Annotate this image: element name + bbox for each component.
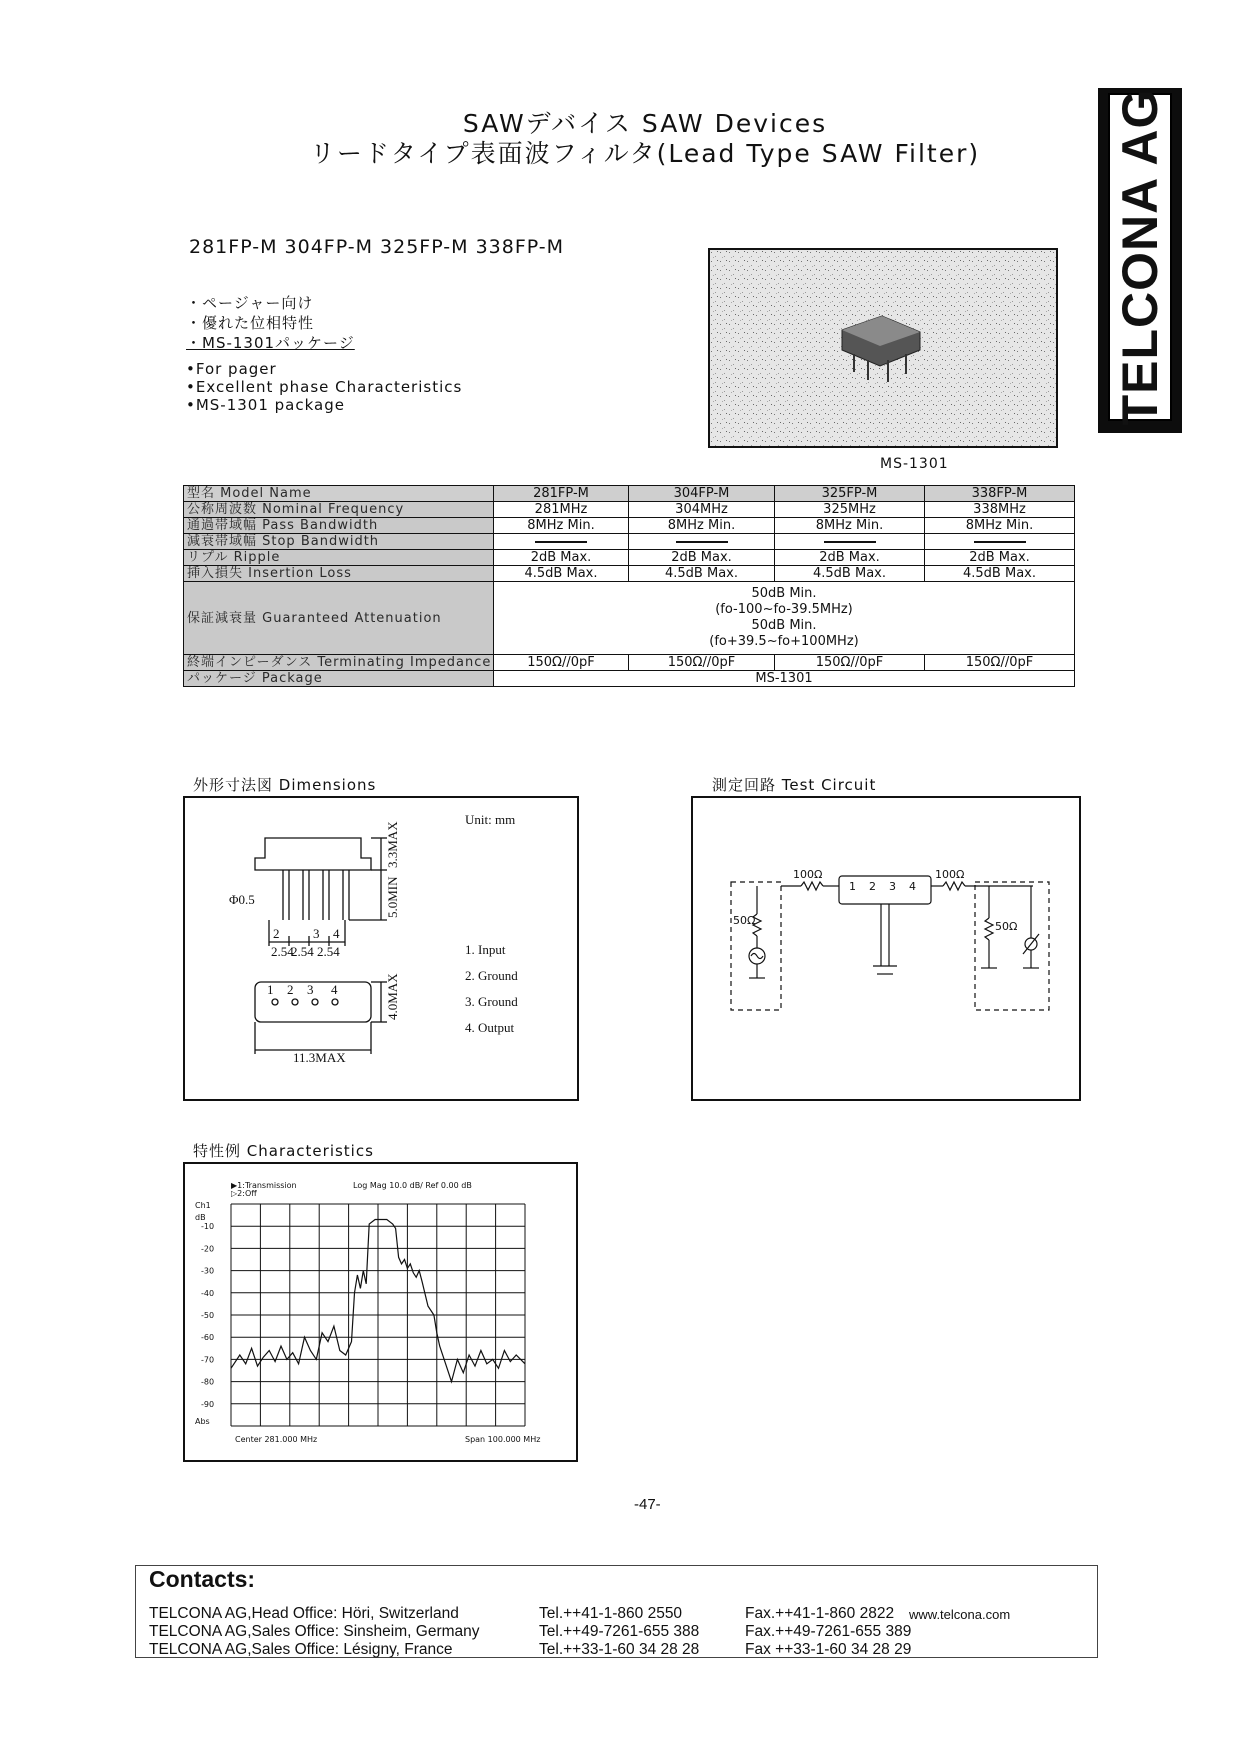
chart-header-left: ▶1:Transmission <box>231 1181 297 1190</box>
chart-grid <box>231 1204 525 1426</box>
test-circuit-box <box>691 796 1081 1101</box>
lead-dim-text: 5.0MIN <box>385 876 400 918</box>
y-tick-label: -20 <box>201 1244 215 1254</box>
contact-office: TELCONA AG,Head Office: Höri, Switzerland <box>149 1605 459 1622</box>
table-row-loss <box>184 566 1075 582</box>
r-in-label: 100Ω <box>793 868 823 881</box>
atten-line: (fo-100~fo-39.5MHz) <box>715 602 853 617</box>
table-row-model <box>184 486 1075 502</box>
circuit-pin-4: 4 <box>909 880 916 893</box>
contact-fax: Fax.++49-7261-655 389 <box>745 1623 912 1640</box>
contact-tel: Tel.++33-1-60 34 28 28 <box>539 1641 700 1658</box>
feature-jp-2: ・優れた位相特性 <box>186 314 315 332</box>
label-ripple: リプル Ripple <box>184 550 494 566</box>
model-cell: 281FP-M <box>494 486 629 502</box>
test-circuit-label: 測定回路 Test Circuit <box>712 776 877 794</box>
pitch-1: 2.54 <box>271 944 294 959</box>
ripple-cell: 2dB Max. <box>494 550 629 566</box>
product-photo <box>708 248 1058 448</box>
dimensions-drawing <box>185 798 577 1099</box>
pass-cell: 8MHz Min. <box>775 518 925 534</box>
atten-line: 50dB Min. <box>751 586 817 601</box>
chart-unit: dB <box>195 1213 206 1222</box>
loss-cell: 4.5dB Max. <box>629 566 775 582</box>
ripple-cell: 2dB Max. <box>629 550 775 566</box>
title-line-1: SAWデバイス SAW Devices <box>462 109 828 138</box>
page-number: -47- <box>634 1496 661 1513</box>
feature-jp-3: ・MS-1301パッケージ <box>186 334 355 352</box>
ripple-cell: 2dB Max. <box>925 550 1075 566</box>
stop-cell <box>494 534 629 550</box>
label-pass: 通過帯域幅 Pass Bandwidth <box>184 518 494 534</box>
dimensions-box <box>183 796 579 1101</box>
r-load-label: 50Ω <box>995 920 1018 933</box>
freq-cell: 281MHz <box>494 502 629 518</box>
atten-cell <box>494 582 1075 655</box>
label-pkg: パッケージ Package <box>184 671 494 687</box>
feature-en-3: •MS-1301 package <box>186 396 345 414</box>
y-tick-label: -60 <box>201 1333 215 1343</box>
circuit-pin-1: 1 <box>849 880 856 893</box>
width-dim-text: 4.0MAX <box>385 973 400 1020</box>
contact-fax: Fax.++41-1-860 2822 <box>745 1605 895 1622</box>
pin-legend-2: 2. Ground <box>465 968 518 983</box>
atten-line: 50dB Min. <box>751 618 817 633</box>
pitch-2: 2.54 <box>291 944 314 959</box>
freq-cell: 304MHz <box>629 502 775 518</box>
contacts-box <box>135 1565 1098 1658</box>
top-pin-4: 4 <box>331 982 338 997</box>
label-atten: 保証減衰量 Guaranteed Attenuation <box>184 582 494 655</box>
chart-header-mid: Log Mag 10.0 dB/ Ref 0.00 dB <box>353 1181 472 1190</box>
label-freq: 公称周波数 Nominal Frequency <box>184 502 494 518</box>
dimensions-label: 外形寸法図 Dimensions <box>193 776 377 794</box>
characteristics-box <box>183 1162 578 1462</box>
top-pin-2: 2 <box>287 982 294 997</box>
contact-web-link[interactable]: www.telcona.com <box>909 1607 1011 1622</box>
atten-line: (fo+39.5~fo+100MHz) <box>709 634 859 649</box>
dash-mark <box>974 541 1026 543</box>
y-tick-label: -70 <box>201 1355 215 1365</box>
chart-channel: Ch1 <box>195 1201 211 1210</box>
y-tick-label: -30 <box>201 1266 215 1276</box>
freq-cell: 338MHz <box>925 502 1075 518</box>
pkg-cell: MS-1301 <box>494 671 1075 687</box>
photo-caption: MS-1301 <box>880 456 949 472</box>
model-cell: 338FP-M <box>925 486 1075 502</box>
pin-legend-4: 4. Output <box>465 1020 515 1035</box>
y-tick-label: -40 <box>201 1288 215 1298</box>
pin-num-3: 3 <box>313 926 320 941</box>
y-tick-label: -50 <box>201 1311 215 1320</box>
y-tick-label: -90 <box>201 1399 215 1409</box>
top-view <box>255 982 387 1054</box>
r-out-label: 100Ω <box>935 868 965 881</box>
table-row-atten <box>184 582 1075 655</box>
pin-legend-3: 3. Ground <box>465 994 518 1009</box>
contact-office: TELCONA AG,Sales Office: Lésigny, France <box>149 1641 453 1658</box>
loss-cell: 4.5dB Max. <box>494 566 629 582</box>
label-model: 型名 Model Name <box>184 486 494 502</box>
chart-footer-left: Center 281.000 MHz <box>235 1435 318 1444</box>
pass-cell: 8MHz Min. <box>925 518 1075 534</box>
chart-axis-bottom: Abs <box>195 1417 210 1426</box>
table-row-freq <box>184 502 1075 518</box>
imped-cell: 150Ω//0pF <box>925 655 1075 671</box>
brand-logo-text: TELCONA AG <box>1112 88 1168 426</box>
pitch-3: 2.54 <box>317 944 340 959</box>
unit-text: Unit: mm <box>465 812 516 827</box>
circuit-lines <box>731 876 1049 1010</box>
dash-mark <box>824 541 876 543</box>
title-line-2: リードタイプ表面波フィルタ(Lead Type SAW Filter) <box>309 139 981 168</box>
product-photo-svg <box>710 250 1056 446</box>
pin-num-2: 2 <box>273 926 280 941</box>
imped-cell: 150Ω//0pF <box>629 655 775 671</box>
y-tick-label: -80 <box>201 1377 215 1387</box>
model-cell: 304FP-M <box>629 486 775 502</box>
table-row-imped <box>184 655 1075 671</box>
contact-fax: Fax ++33-1-60 34 28 29 <box>745 1641 912 1658</box>
length-dim-text: 11.3MAX <box>293 1050 346 1065</box>
dash-mark <box>676 541 728 543</box>
top-pin-1: 1 <box>267 982 274 997</box>
stop-cell <box>775 534 925 550</box>
circuit-pin-3: 3 <box>889 880 896 893</box>
stop-cell <box>925 534 1075 550</box>
dash-mark <box>535 541 587 543</box>
stop-cell <box>629 534 775 550</box>
contact-office: TELCONA AG,Sales Office: Sinsheim, Germany <box>149 1623 480 1640</box>
pass-cell: 8MHz Min. <box>629 518 775 534</box>
y-tick-label: -10 <box>201 1222 215 1232</box>
chart-y-ticks <box>201 1222 214 1409</box>
imped-cell: 150Ω//0pF <box>775 655 925 671</box>
characteristics-label: 特性例 Characteristics <box>193 1142 374 1160</box>
loss-cell: 4.5dB Max. <box>925 566 1075 582</box>
imped-cell: 150Ω//0pF <box>494 655 629 671</box>
chart-header-off: ▷2:Off <box>231 1189 257 1198</box>
spec-table <box>183 485 1075 687</box>
model-cell: 325FP-M <box>775 486 925 502</box>
pin-legend-1: 1. Input <box>465 942 506 957</box>
test-circuit-drawing <box>693 798 1079 1099</box>
pass-cell: 8MHz Min. <box>494 518 629 534</box>
feature-jp-1: ・ページャー向け <box>186 294 314 312</box>
label-stop: 減衰帯域幅 Stop Bandwidth <box>184 534 494 550</box>
ripple-cell: 2dB Max. <box>775 550 925 566</box>
contact-tel: Tel.++49-7261-655 388 <box>539 1623 700 1640</box>
table-row-pkg <box>184 671 1075 687</box>
circuit-pin-2: 2 <box>869 880 876 893</box>
r-src-label: 50Ω <box>733 914 756 927</box>
pin-dia-text: Φ0.5 <box>229 892 255 907</box>
label-loss: 挿入損失 Insertion Loss <box>184 566 494 582</box>
pin-num-4: 4 <box>333 926 340 941</box>
feature-en-2: •Excellent phase Characteristics <box>186 378 463 396</box>
model-list: 281FP-M 304FP-M 325FP-M 338FP-M <box>189 236 565 258</box>
label-imped: 終端インピーダンス Terminating Impedance <box>184 655 494 671</box>
contacts-title: Contacts: <box>149 1566 256 1592</box>
height-dim-text: 3.3MAX <box>385 821 400 868</box>
top-pin-3: 3 <box>307 982 314 997</box>
contact-tel: Tel.++41-1-860 2550 <box>539 1605 683 1622</box>
loss-cell: 4.5dB Max. <box>775 566 925 582</box>
characteristics-chart <box>185 1164 576 1460</box>
table-row-pass <box>184 518 1075 534</box>
chart-footer-right: Span 100.000 MHz <box>465 1435 541 1444</box>
table-row-stop <box>184 534 1075 550</box>
table-row-ripple <box>184 550 1075 566</box>
freq-cell: 325MHz <box>775 502 925 518</box>
feature-en-1: •For pager <box>186 360 277 378</box>
